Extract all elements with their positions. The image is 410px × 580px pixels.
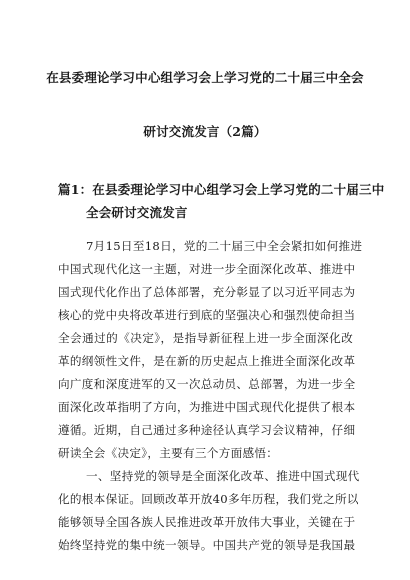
document-title-line-1: 在县委理论学习中心组学习会上学习党的二十届三中全会 — [46, 70, 364, 85]
paragraph-line: 中国式现代化这一主题，对进一步全面深化改革、推进中 — [58, 262, 356, 276]
paragraph-line: 始终坚持党的集中统一领导。中国共产党的领导是我国最 — [58, 538, 356, 552]
paragraph-line: 研读全会《决定》，主要有三个方面感悟： — [58, 446, 279, 460]
paragraph-line: 一、坚持党的领导是全面深化改革、推进中国式现代 — [86, 469, 360, 483]
paragraph-line: 革的纲领性文件，是在新的历史起点上推进全面深化改革 — [58, 354, 356, 368]
paragraph-line: 7月15日至18日，党的二十届三中全会紧扣如何推进 — [86, 239, 363, 253]
paragraph-line: 遵循。近期，自己通过多种途径认真学习会议精神，仔细 — [58, 423, 356, 437]
paragraph-line: 化的根本保证。回顾改革开放40多年历程，我们党之所以 — [58, 492, 359, 506]
paragraph-line: 能够领导全国各族人民推进改革开放伟大事业，关键在于 — [58, 515, 356, 529]
document-title-line-2: 研讨交流发言（2篇） — [143, 124, 267, 139]
paragraph-line: 国式现代化作出了总体部署，充分彰显了以习近平同志为 — [58, 285, 356, 299]
paragraph-line: 全会通过的《决定》，是指导新征程上进一步全面深化改 — [58, 331, 353, 345]
paragraph-line: 核心的党中央将改革进行到底的坚强决心和强烈使命担当 — [58, 308, 356, 322]
section-1-heading-line-1: 篇1：在县委理论学习中心组学习会上学习党的二十届三中 — [58, 182, 385, 197]
paragraph-line: 向广度和深度进军的又一次总动员、总部署，为进一步全 — [58, 377, 356, 391]
section-1-heading-line-2: 全会研讨交流发言 — [86, 205, 188, 220]
paragraph-line: 面深化改革指明了方向，为推进中国式现代化提供了根本 — [58, 400, 356, 414]
